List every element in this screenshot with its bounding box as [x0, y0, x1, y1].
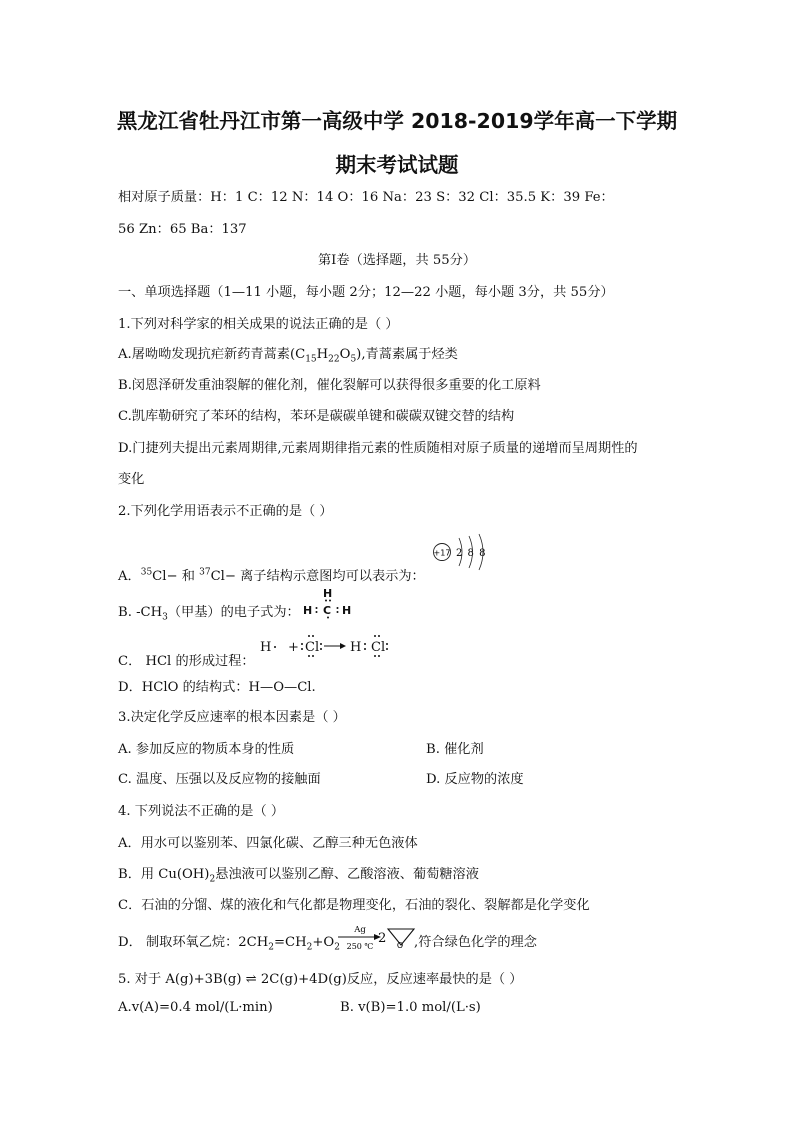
q4-d-text: D． 制取环氧乙烷：2CH [118, 935, 269, 950]
reaction-arrow-condition [336, 922, 387, 952]
svg-text:H: H [350, 640, 362, 655]
q4-d-tail: ,符合绿色化学的理念 [414, 935, 537, 950]
q4-d-coefficient: 2 [378, 931, 387, 946]
q2-option-d: D．HClO 的结构式：H—O—Cl. [118, 680, 316, 695]
q4-option-d [118, 931, 340, 953]
q2-stem: 2.下列化学用语表示不正确的是（ ） [118, 504, 333, 519]
q4-d-sub: 2 [268, 942, 274, 953]
q2-option-a [118, 565, 425, 584]
q2-b-text: （甲基）的电子式为： [167, 605, 300, 620]
doc-title-line2: 期末考试试题 [335, 153, 459, 177]
q1-a-text: A.屠呦呦发现抗疟新药青蒿素(C [118, 347, 306, 362]
q4-b-text: B．用 Cu(OH) [118, 867, 210, 882]
section-title: 第Ⅰ卷（选择题，共 55分） [317, 253, 477, 268]
q1-option-a [118, 343, 458, 365]
hcl-formation-diagram [258, 632, 398, 666]
q1-option-c: C.凯库勒研究了苯环的结构，苯环是碳碳单键和碳碳双键交替的结构 [118, 409, 515, 424]
q3-stem: 3.决定化学反应速率的根本因素是（ ） [118, 710, 346, 725]
svg-text:H: H [303, 604, 313, 617]
svg-text:H: H [323, 587, 333, 600]
q4-d-text: +O [312, 935, 335, 950]
q4-option-a: A．用水可以鉴别苯、四氯化碳、乙醇三种无色液体 [118, 836, 418, 851]
q5-option-a: A.v(A)=0.4 mol/(L·min) [118, 1000, 273, 1015]
atomic-mass-line2: 56 Zn：65 Ba：137 [118, 222, 247, 237]
q2-option-c: C． HCl 的形成过程： [118, 654, 255, 669]
q1-a-text: ),青蒿素属于烃类 [356, 347, 458, 362]
part-heading: 一、单项选择题（1—11 小题，每小题 2分；12—22 小题，每小题 3分，共 55分） [118, 285, 614, 300]
diagram-nucleus-label: +17 [433, 548, 451, 558]
diagram-shells-label: 2 8 8 [456, 548, 487, 559]
q1-a-text: H [316, 347, 329, 362]
q5-option-b: B. v(B)=1.0 mol/(L·s) [340, 1000, 481, 1015]
q1-a-sub: 15 [305, 354, 317, 365]
q3-option-d: D. 反应物的浓度 [426, 772, 524, 787]
q4-d-sub: 2 [334, 942, 340, 953]
q1-a-text: O [339, 347, 351, 362]
q1-option-d-line1: D.门捷列夫提出元素周期律,元素周期律指元素的性质随相对原子质量的递增而呈周期性的 [118, 441, 638, 456]
q1-option-b: B.闵恩泽研发重油裂解的催化剂，催化裂解可以获得很多重要的化工原料 [118, 378, 541, 393]
q3-option-a: A. 参加反应的物质本身的性质 [118, 742, 295, 757]
q3-option-b: B. 催化剂 [426, 742, 484, 757]
q4-stem: 4. 下列说法不正确的是（ ） [118, 804, 285, 819]
q2-a-text: Cl− 和 [152, 569, 200, 584]
q1-stem: 1.下列对科学家的相关成果的说法正确的是（ ） [118, 317, 399, 332]
svg-text:Cl: Cl [371, 640, 386, 655]
q4-b-text: 悬浊液可以鉴别乙醇、乙酸溶液、葡萄糖溶液 [215, 867, 479, 882]
q1-a-sub: 22 [328, 354, 340, 365]
methyl-electron-formula [300, 586, 360, 620]
svg-text:+: + [288, 640, 299, 655]
q4-d-text: =CH [273, 935, 307, 950]
q2-a-text: Cl− 离子结构示意图均可以表示为： [210, 569, 425, 584]
svg-text:C: C [323, 604, 332, 617]
epoxide-ring-icon [386, 926, 416, 950]
svg-text:H: H [342, 604, 352, 617]
q4-option-c: C．石油的分馏、煤的液化和气化都是物理变化，石油的裂化、裂解都是化学变化 [118, 898, 590, 913]
q4-b-sub: 2 [209, 874, 216, 885]
doc-title-line1: 黑龙江省牡丹江市第一高级中学 2018-2019学年高一下学期 [116, 109, 678, 133]
q2-a-sup: 35 [140, 567, 153, 578]
atomic-mass-line1: 相对原子质量：H：1 C：12 N：14 O：16 Na：23 S：32 Cl：35.5 K：39 Fe： [118, 190, 614, 205]
q2-b-text: B. -CH [118, 605, 163, 620]
ion-structure-diagram [432, 532, 492, 578]
q4-d-sub: 2 [306, 942, 313, 953]
svg-text:H: H [260, 640, 272, 655]
q1-option-d-line2: 变化 [118, 472, 145, 487]
q4-option-b [118, 863, 479, 885]
q5-stem: 5. 对于 A(g)+3B(g) ⇌ 2C(g)+4D(g)反应，反应速率最快的是（ ） [118, 972, 523, 987]
reaction-catalyst-label: Ag [354, 925, 366, 935]
q3-option-c: C. 温度、压强以及反应物的接触面 [118, 772, 321, 787]
svg-text:Cl: Cl [305, 640, 320, 655]
q2-b-sub: 3 [162, 612, 168, 623]
q1-a-sub: 5 [350, 354, 357, 365]
reaction-temperature-label: 250 ℃ [346, 942, 374, 951]
q2-a-sup: 37 [199, 567, 211, 578]
q2-option-b [118, 601, 300, 623]
svg-text:O: O [396, 941, 404, 950]
q2-a-text: A． [118, 569, 141, 584]
